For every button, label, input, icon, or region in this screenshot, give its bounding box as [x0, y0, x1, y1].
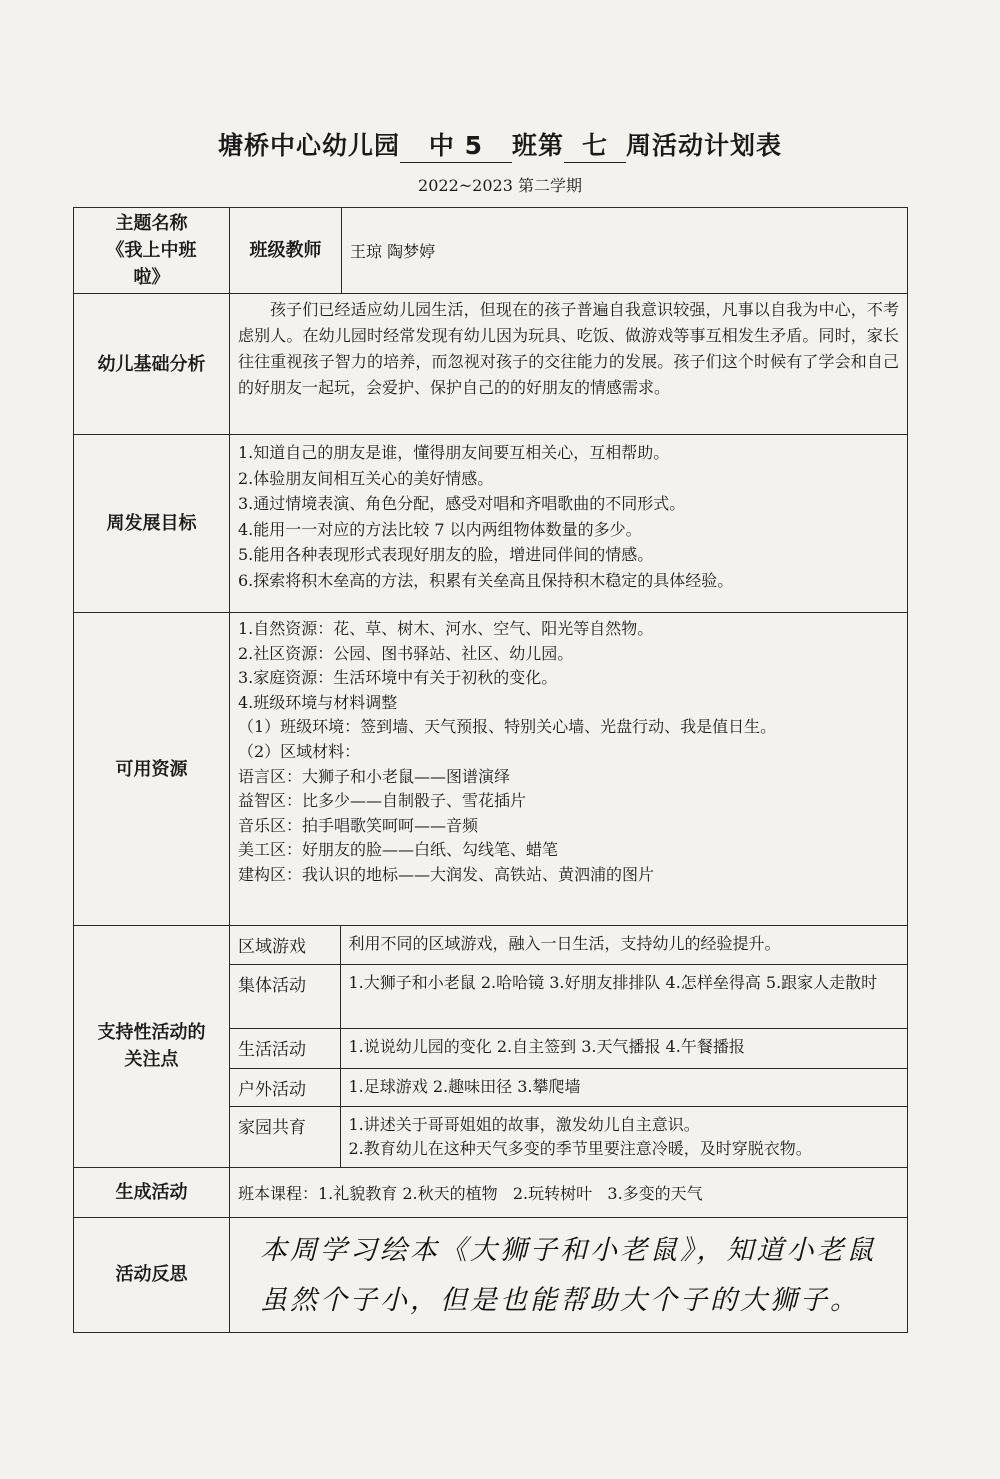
resource-item: 益智区：比多少——自制骰子、雪花插片: [238, 791, 527, 811]
support-subrow: [230, 1106, 907, 1167]
analysis-row: [74, 294, 908, 435]
support-subrow-name: 家园共育: [230, 1106, 340, 1167]
resource-item: 1.自然资源：花、草、树木、河水、空气、阳光等自然物。: [238, 619, 654, 638]
resource-item: 语言区：大狮子和小老鼠——图谱演绎: [238, 766, 511, 786]
support-subrow: [230, 1068, 907, 1106]
resource-item: 建构区：我认识的地标——大润发、高铁站、黄泗浦的图片: [238, 864, 655, 884]
resources-cell: [230, 613, 908, 926]
goals-row: [74, 435, 908, 613]
theme-name-line1: 《我上中班: [106, 240, 197, 261]
home-coop-line: 2.教育幼儿在这种天气多变的季节里要注意冷暖，及时穿脱衣物。: [348, 1138, 812, 1158]
weekly-plan-table: [73, 207, 908, 1333]
resources-label: 可用资源: [74, 613, 230, 926]
support-subrow-text: 利用不同的区域游戏，融入一日生活，支持幼儿的经验提升。: [340, 926, 907, 964]
support-subrow-name: 集体活动: [230, 964, 340, 1028]
goal-item: 4.能用一一对应的方法比较 7 以内两组物体数量的多少。: [238, 519, 642, 539]
goal-item: 6.探索将积木垒高的方法，积累有关垒高且保持积木稳定的具体经验。: [238, 570, 734, 590]
support-label-cell: [74, 926, 230, 1168]
resource-item: 3.家庭资源：生活环境中有关于初秋的变化。: [238, 668, 558, 688]
reflection-label: 活动反思: [74, 1217, 230, 1332]
resources-list: [230, 613, 907, 892]
theme-row: [74, 208, 908, 294]
goal-item: 5.能用各种表现形式表现好朋友的脸，增进同伴间的情感。: [238, 545, 654, 564]
support-subrow-name: 区域游戏: [230, 926, 340, 964]
support-cell: [230, 926, 908, 1168]
teacher-names: 王琼 陶梦婷: [342, 208, 908, 294]
title-class-text: 班第: [511, 131, 564, 160]
support-subrow: [230, 926, 907, 964]
analysis-label: 幼儿基础分析: [74, 294, 230, 435]
resource-item: 4.班级环境与材料调整: [238, 692, 398, 712]
support-subrow-text: 1.说说幼儿园的变化 2.自主签到 3.天气播报 4.午餐播报: [340, 1028, 907, 1068]
analysis-cell: [230, 294, 908, 435]
resource-item: 音乐区：拍手唱歌笑呵呵——音频: [238, 815, 479, 835]
support-subrow-text: 1.足球游戏 2.趣味田径 3.攀爬墙: [340, 1068, 907, 1106]
title-kindergarten: 塘桥中心幼儿园: [217, 131, 400, 160]
theme-label: 主题名称: [115, 213, 188, 234]
home-coop-line: 1.讲述关于哥哥姐姐的故事，激发幼儿自主意识。: [348, 1114, 700, 1134]
support-subrow-name: 生活活动: [230, 1028, 340, 1068]
support-subrow: [230, 964, 907, 1028]
theme-name-line2: 啦》: [133, 267, 170, 288]
reflection-row: [74, 1217, 908, 1332]
resource-item: 美工区：好朋友的脸——白纸、勾线笔、蜡笔: [238, 840, 559, 860]
reflection-cell: [230, 1217, 908, 1332]
support-subrow: [230, 1028, 907, 1068]
generated-row: [74, 1167, 908, 1217]
support-subtable: [230, 926, 907, 1167]
resource-item: 2.社区资源：公园、图书驿站、社区、幼儿园。: [238, 643, 574, 663]
resource-item: （1）班级环境：签到墙、天气预报、特别关心墙、光盘行动、我是值日生。: [238, 717, 777, 737]
support-row: [74, 926, 908, 1168]
goal-item: 3.通过情境表演、角色分配，感受对唱和齐唱歌曲的不同形式。: [238, 494, 686, 513]
goal-item: 2.体验朋友间相互关心的美好情感。: [238, 468, 494, 488]
class-field: 中 5: [400, 126, 512, 163]
generated-label: 生成活动: [74, 1167, 230, 1217]
semester-subtitle: 2022~2023 第二学期: [418, 176, 582, 195]
generated-text: 班本课程：1.礼貌教育 2.秋天的植物 2.玩转树叶 3.多变的天气: [230, 1167, 908, 1217]
theme-label-cell: [74, 208, 230, 294]
support-subrow-text: [340, 1106, 907, 1167]
support-subrow-text: 1.大狮子和小老鼠 2.哈哈镜 3.好朋友排排队 4.怎样垒得高 5.跟家人走散时: [340, 964, 907, 1028]
handwritten-reflection: 本周学习绘本《大狮子和小老鼠》，知道小老鼠虽然个子小，但是也能帮助大个子的大狮子。: [260, 1234, 877, 1316]
week-field: 七: [564, 126, 626, 163]
support-subrow-name: 户外活动: [230, 1068, 340, 1106]
goals-label: 周发展目标: [74, 435, 230, 613]
support-label-line2: 关注点: [124, 1049, 179, 1071]
goals-list: [230, 435, 907, 597]
goals-cell: [230, 435, 908, 613]
title-plan-text: 周活动计划表: [626, 131, 783, 160]
resource-item: （2）区域材料：: [238, 741, 361, 761]
support-label-line1: 支持性活动的: [97, 1022, 206, 1044]
goal-item: 1.知道自己的朋友是谁，懂得朋友间要互相关心，互相帮助。: [238, 443, 670, 462]
analysis-text: 孩子们已经适应幼儿园生活，但现在的孩子普遍自我意识较强，凡事以自我为中心，不考虑别人。在幼儿园时经常发现有幼儿因为玩具、吃饭、做游戏等事互相发生矛盾。同时，家长往往重视孩子智力的培养，而忽视对孩子的交往能力的发展。孩子们这个时候有了学会和自己的好朋友一起玩，会爱护、保护自己的的好朋友的情感需求。: [238, 300, 899, 397]
resources-row: [74, 613, 908, 926]
page-title: [0, 126, 1000, 163]
teacher-label: 班级教师: [230, 208, 342, 294]
